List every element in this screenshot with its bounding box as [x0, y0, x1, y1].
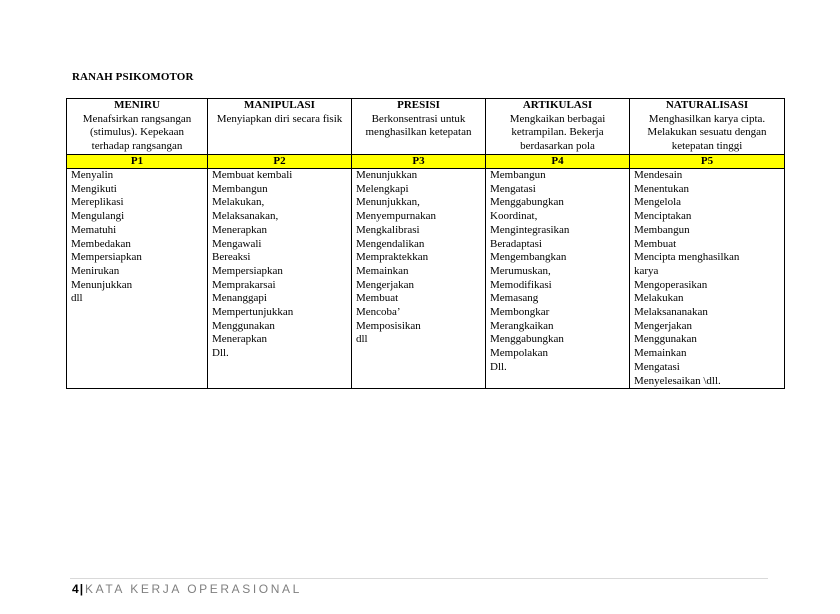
verb-item: Mempersiapkan: [71, 251, 142, 264]
verb-item: Menentukan: [634, 182, 689, 195]
header-cell-meniru: [67, 99, 208, 155]
column-description: Berkonsentrasi untuk menghasilkan ketepatan: [365, 112, 472, 139]
verb-item: Memainkan: [634, 347, 687, 360]
verb-item: Menunjukkan: [71, 278, 133, 291]
column-description: Mengkaikan berbagai ketrampilan. Bekerja berdasarkan pola: [509, 112, 606, 153]
verb-item: Mengerjakan: [634, 319, 693, 332]
verb-item: Membangun: [490, 169, 546, 181]
verb-item: Mengulangi: [71, 210, 125, 223]
header-cell-naturalisasi: [630, 99, 785, 155]
verb-item: Mengatasi: [490, 182, 536, 195]
header-cell-manipulasi: [208, 99, 352, 155]
verb-item: Membedakan: [71, 237, 131, 250]
verb-item: Membongkar: [490, 306, 550, 319]
verb-list-p2: [208, 169, 352, 389]
level-label-p2: P2: [208, 155, 352, 169]
verb-item: Membangun: [212, 182, 268, 195]
verb-item: Mempertunjukkan: [212, 306, 294, 319]
verb-item: Merumuskan,: [490, 264, 551, 277]
page-number: 4: [72, 582, 79, 596]
verb-item: Menyelesaikan \dll.: [634, 374, 721, 387]
header-cell-artikulasi: [486, 99, 630, 155]
verb-item: Menggabungkan: [490, 196, 564, 209]
column-title: MANIPULASI: [244, 99, 315, 111]
document-title: RANAH PSIKOMOTOR: [72, 71, 194, 83]
verb-item: Melaksanakan,: [212, 210, 279, 223]
level-label-p1: P1: [67, 155, 208, 169]
header-row: [67, 99, 785, 155]
verb-item: Membuat: [634, 237, 677, 250]
column-title: PRESISI: [397, 99, 440, 111]
verb-item: Menggunakan: [634, 333, 697, 346]
verb-item: Mengawali: [212, 237, 262, 250]
verb-item: Melengkapi: [356, 182, 409, 195]
verb-item: Memodifikasi: [490, 278, 552, 291]
verb-item: Koordinat,: [490, 210, 538, 223]
verb-item: Menciptakan: [634, 210, 692, 223]
verb-item: Membangun: [634, 223, 690, 236]
column-description: Menghasilkan karya cipta. Melakukan sesuatu dengan ketepatan tinggi: [647, 112, 767, 153]
verb-item: Mengatasi: [634, 360, 680, 373]
page-footer: [72, 582, 302, 596]
verb-item: Mencipta menghasilkan: [634, 251, 740, 264]
verb-item: Dll.: [490, 360, 507, 373]
verb-item: Mengikuti: [71, 182, 117, 195]
verb-list-p5: [630, 169, 785, 389]
psychomotor-table: [66, 98, 785, 389]
footer-divider: [70, 578, 768, 579]
verb-item: Menerapkan: [212, 333, 267, 346]
verb-item: Memprakarsai: [212, 278, 276, 291]
verb-item: Menggabungkan: [490, 333, 564, 346]
verb-item: Menanggapi: [212, 292, 267, 305]
verb-item: Membuat kembali: [212, 169, 293, 181]
verb-item: Menunjukkan,: [356, 196, 420, 209]
verb-item: Mereplikasi: [71, 196, 124, 209]
verb-item: Mematuhi: [71, 223, 117, 236]
verb-list-p4: [486, 169, 630, 389]
verb-item: Memainkan: [356, 264, 409, 277]
verb-item: Mengelola: [634, 196, 682, 209]
verb-item: Mengkalibrasi: [356, 223, 420, 236]
verb-item: Mengintegrasikan: [490, 223, 570, 236]
verb-item: Melakukan,: [212, 196, 265, 209]
level-label-p3: P3: [352, 155, 486, 169]
verb-item: Bereaksi: [212, 251, 251, 264]
verb-list-p1: [67, 169, 208, 389]
verb-item: Mempraktekkan: [356, 251, 429, 264]
verb-item: Menunjukkan: [356, 169, 418, 181]
verb-item: Memposisikan: [356, 319, 421, 332]
verb-item: dll: [356, 333, 368, 346]
header-cell-presisi: [352, 99, 486, 155]
column-description: Menafsirkan rangsangan (stimulus). Kepekaan terhadap rangsangan: [82, 112, 192, 153]
verb-item: Mendesain: [634, 169, 683, 181]
verb-item: Menyempurnakan: [356, 210, 437, 223]
verb-item: Dll.: [212, 347, 229, 360]
footer-text: KATA KERJA OPERASIONAL: [85, 582, 302, 596]
verb-item: Melakukan: [634, 292, 684, 305]
verb-item: Beradaptasi: [490, 237, 542, 250]
level-label-p5: P5: [630, 155, 785, 169]
verb-item: Mengoperasikan: [634, 278, 708, 291]
verb-item: Mengerjakan: [356, 278, 415, 291]
verb-item: Mempolakan: [490, 347, 549, 360]
verb-item: Menirukan: [71, 264, 120, 277]
column-description: Menyiapkan diri secara fisik: [216, 112, 343, 125]
verb-list-p3: [352, 169, 486, 389]
verb-item: Membuat: [356, 292, 399, 305]
column-title: NATURALISASI: [665, 99, 749, 111]
verb-item: Memasang: [490, 292, 539, 305]
verb-item: Melaksananakan: [634, 306, 708, 319]
level-row: [67, 155, 785, 169]
verb-item: Mengembangkan: [490, 251, 567, 264]
column-title: ARTIKULASI: [522, 99, 593, 111]
verb-item: karya: [634, 264, 659, 277]
verb-item: Mencoba’: [356, 306, 401, 319]
verb-item: Menyalin: [71, 169, 114, 181]
verb-item: Menerapkan: [212, 223, 267, 236]
footer-separator: |: [79, 582, 84, 596]
verb-item: Merangkaikan: [490, 319, 554, 332]
verb-item: Mempersiapkan: [212, 264, 283, 277]
verbs-row: [67, 169, 785, 389]
verb-item: Menggunakan: [212, 319, 275, 332]
verb-item: dll: [71, 292, 83, 305]
level-label-p4: P4: [486, 155, 630, 169]
column-title: MENIRU: [114, 99, 160, 111]
verb-item: Mengendalikan: [356, 237, 425, 250]
